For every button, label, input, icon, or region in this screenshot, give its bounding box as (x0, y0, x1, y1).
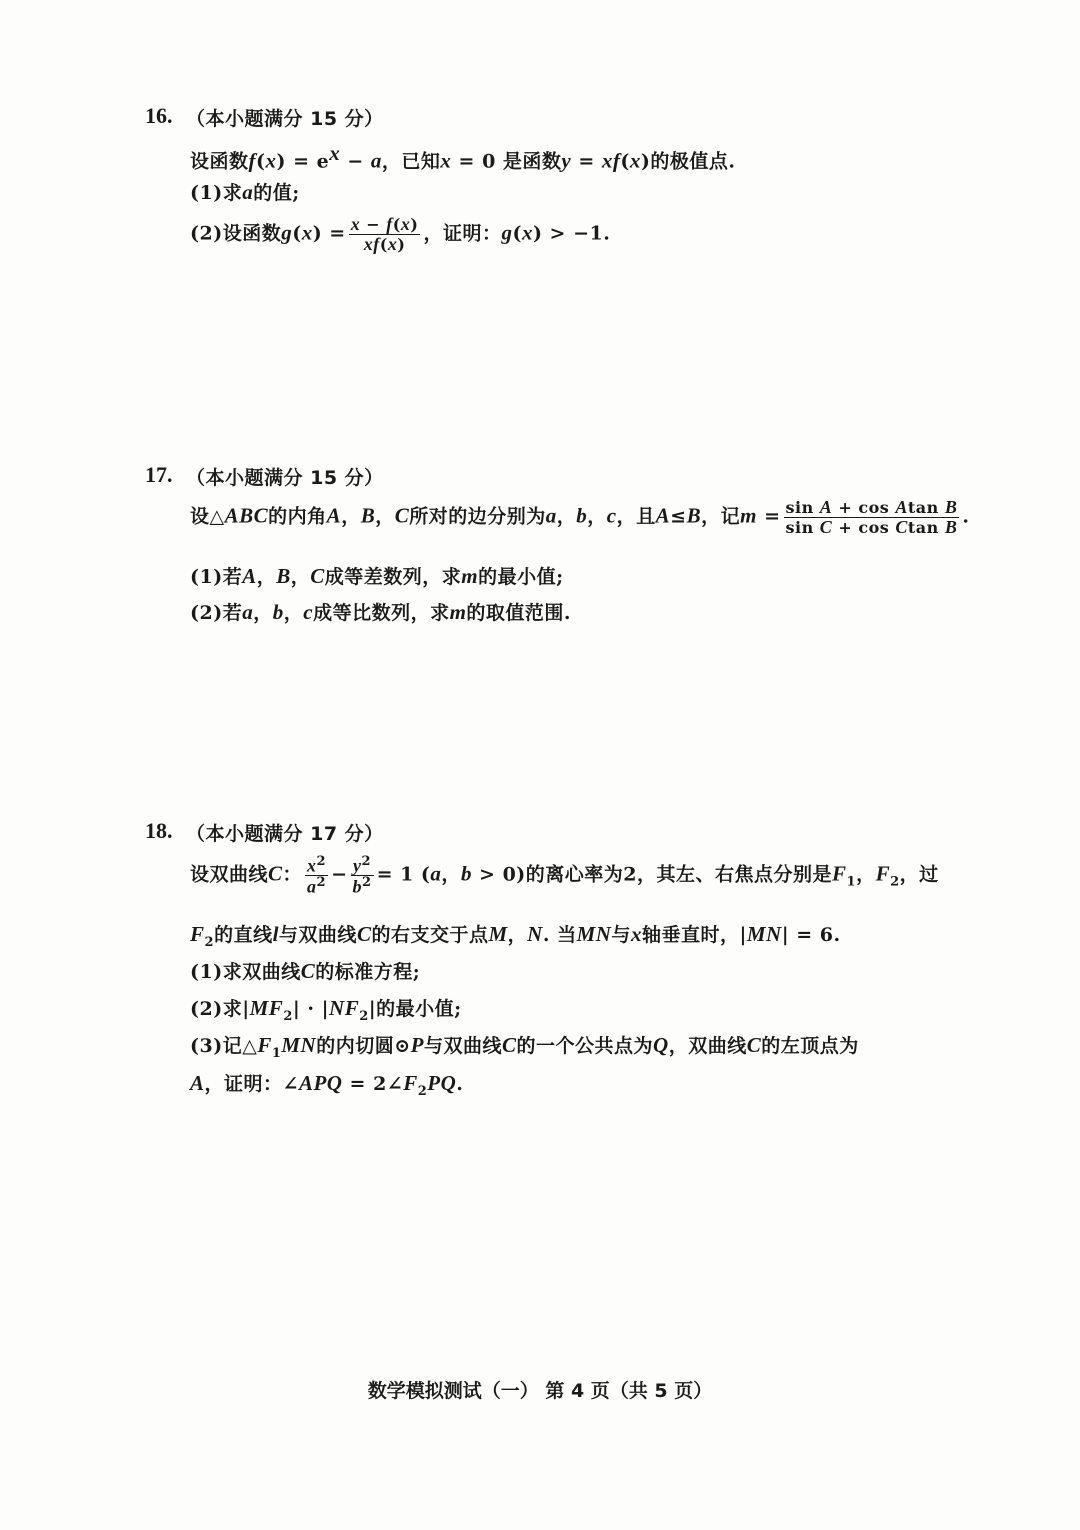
sub-question-2: (2)设函数g(x) = $\frac{x - f(x)}{xf(x)}$ ，证明：g(x) > −1. (190, 214, 611, 254)
fraction: $\frac{y^2}{b^2}$ (352, 854, 372, 897)
question-stem: 设函数$f(x) = e^x - a$，已知x = 0 是函数y = xf(x)的极值点. (190, 141, 736, 173)
sub-question-1: (1)若A，B，C成等差数列，求m的最小值; (190, 564, 564, 588)
fraction: $\frac{\text{sin A + cos Atan B}}{\text{sin C + cos Ctan B}}$ (785, 497, 958, 537)
question-header: （本小题满分 15 分） (186, 108, 384, 130)
fraction: $\frac{x^2}{a^2}$ (307, 854, 327, 897)
page-footer: 数学模拟测试（一） 第 4 页（共 5 页） (367, 1380, 713, 1402)
question-stem: 设双曲线C： $\frac{x^2}{a^2}$ − $\frac{y^2}{b^2}$ = 1 (a，b > 0)的离心率为2，其左、右焦点分别是$F_1$，$F_2$，过 (190, 854, 939, 897)
question-number: 18. (145, 818, 173, 843)
sub-question-1: (1)求双曲线C的标准方程; (190, 959, 421, 983)
sub-question-1: (1)求a的值; (190, 180, 300, 204)
sub-question-2: (2)若a，b，c成等比数列，求m的取值范围. (190, 600, 572, 624)
question-stem: 设△ABC的内角A，B，C所对的边分别为a，b，c，且A≤B，记m = $\frac{\text{sin A + cos Atan B}}{\text{sin C + cos Ctan B}}$ . (190, 497, 970, 537)
question-stem-continued: $F_2$的直线l与双曲线C的右支交于点M，N. 当MN与x轴垂直时，|MN| = 6. (190, 922, 841, 950)
question-number: 16. (145, 103, 173, 128)
sub-question-3-continued: A，证明：∠APQ = $2\angle F_2PQ$. (190, 1071, 464, 1099)
question-header: （本小题满分 15 分） (186, 467, 384, 489)
question-header: （本小题满分 17 分） (186, 823, 384, 845)
sub-question-3: (3)记$\triangle F_1MN$的内切圆⊙P与双曲线C的一个公共点为Q，双曲线C的左顶点为 (190, 1033, 859, 1061)
sub-question-2: (2)求$|MF_2| \cdot |NF_2|$的最小值; (190, 996, 462, 1024)
fraction: $\frac{x - f(x)}{xf(x)}$ (350, 214, 419, 254)
question-number: 17. (145, 462, 173, 487)
